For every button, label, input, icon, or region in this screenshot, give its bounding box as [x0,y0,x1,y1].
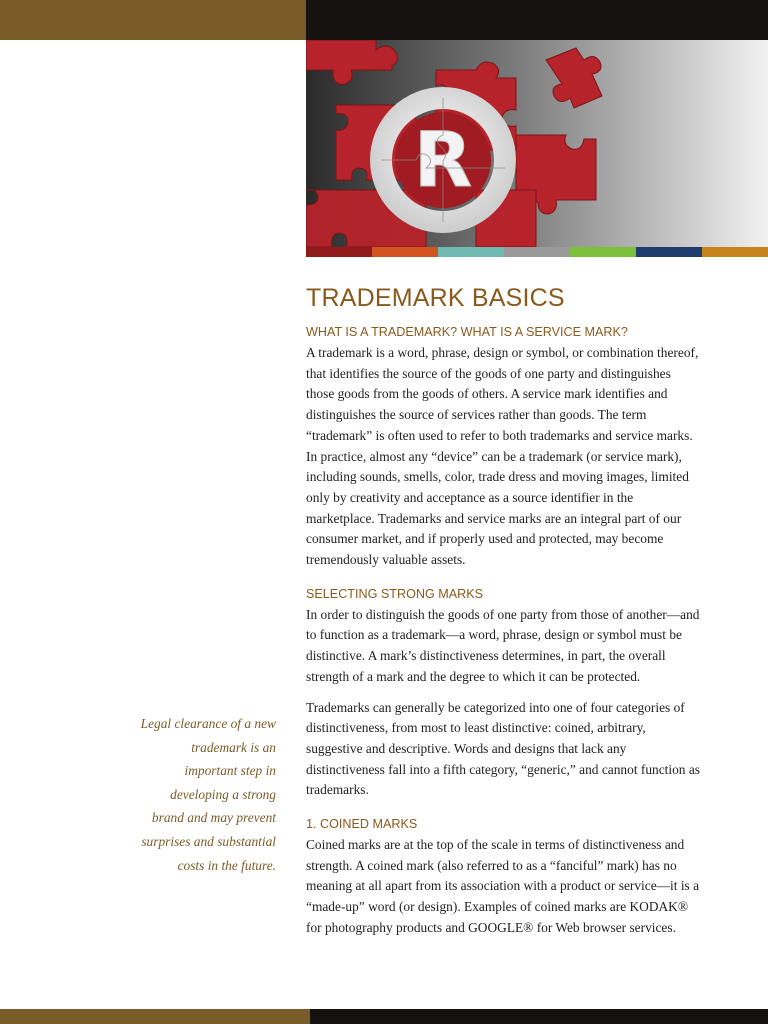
registered-puzzle-image [306,40,768,247]
article [306,280,706,949]
page-title: TRADEMARK BASICS [306,284,565,312]
registered-icon [381,98,505,222]
top-bar-dark [306,0,768,40]
svg-text:R: R [413,115,473,204]
section-heading: 1. COINED MARKS [306,817,418,832]
paragraph: A trademark is a word, phrase, design or symbol, or combination thereof, that identifies the source of the goods of one party and distinguishes those goods from the goods of others. A service mark identifies and distinguishes the source of services rather than goods. The term “trademark” is often used to refer to both trademarks and service marks. In practice, almost any “device” can be a trademark (or service mark), including sounds, smells, color, trade dress and moving images, limited only by creativity and acceptance as a source identifier in the marketplace. Trademarks and service marks are an integral part of our consumer market, and if properly used and protected, may become tremendously valuable assets. [306,345,699,568]
paragraph: Trademarks can generally be categorized into one of four categories of distinctiveness, from most to least distinctive: coined, arbitrary, suggestive and descriptive. Words and designs that lack any distinctiveness fall into a fifth category, “generic,” and cannot function as trademarks. [306,699,701,798]
hero-image [306,40,768,247]
paragraph: In order to distinguish the goods of one party from those of another—and to function as a trademark—a word, phrase, design or symbol must be distinctive. A mark’s distinctiveness determines, in part, the overall strength of a mark and the degree to which it can be protected. [306,606,700,684]
paragraph: Coined marks are at the top of the scale in terms of distinctiveness and strength. A coined mark (also referred to as a “fanciful” mark) has no meaning at all apart from its association with a product or service—it is a “made-up” word (or design). Examples of coined marks are KODAK® for photography products and GOOGLE® for Web browser services. [306,837,700,935]
bottom-bar-dark [310,1009,768,1024]
section-heading: WHAT IS A TRADEMARK? WHAT IS A SERVICE MARK? [306,325,628,339]
section-heading: SELECTING STRONG MARKS [306,586,484,601]
pull-quote: Legal clearance of a new trademark is an important step in developing a strong brand and may prevent surprises and substantial costs in the future. [140,716,276,873]
color-stripe [306,247,768,257]
bottom-bar-accent [0,1009,310,1024]
top-bar-accent [0,0,306,40]
